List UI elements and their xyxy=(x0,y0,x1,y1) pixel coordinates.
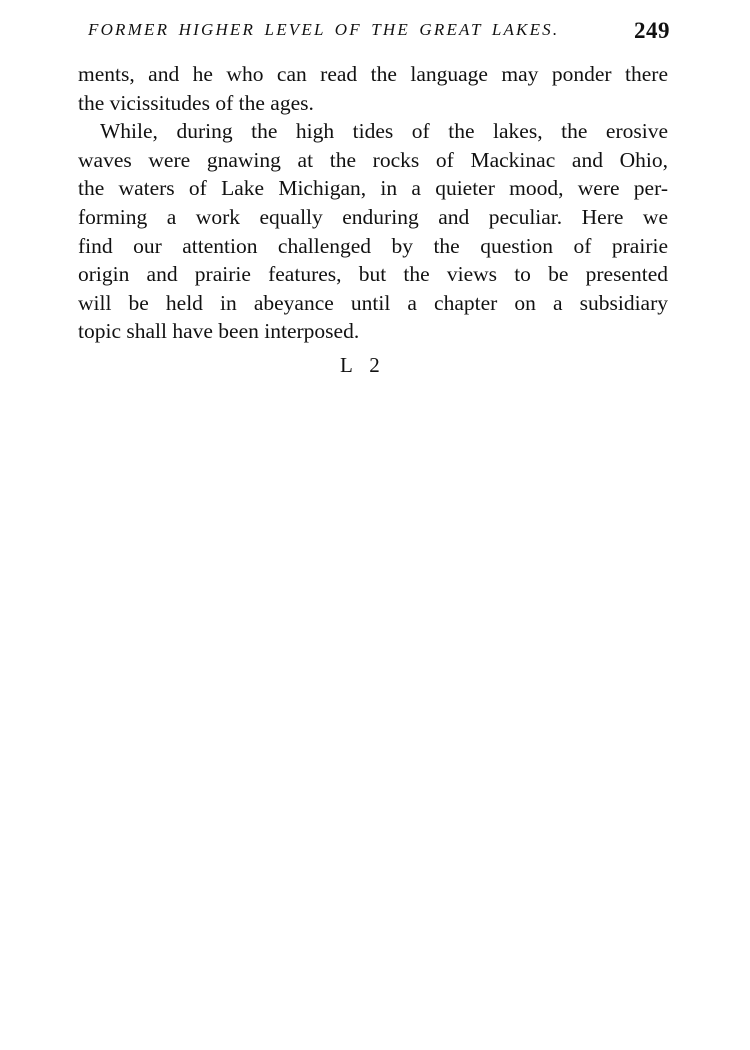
text-line: forming a work equally enduring and peculiar. Here we xyxy=(78,204,668,229)
signature-mark: L 2 xyxy=(340,353,386,377)
text-line: topic shall have been interposed. xyxy=(78,319,360,344)
page-number: 249 xyxy=(634,18,670,43)
text-line: origin and prairie features, but the views to be presented xyxy=(78,262,668,287)
running-header xyxy=(88,18,670,48)
text-line: waves were gnawing at the rocks of Mackinac and Ohio, xyxy=(78,147,668,172)
text-line: will be held in abeyance until a chapter on a subsidiary xyxy=(78,290,668,315)
text-line: the waters of Lake Michigan, in a quieter mood, were per- xyxy=(78,176,668,201)
text-line: find our attention challenged by the question of prairie xyxy=(78,233,668,258)
paragraph-first-line: While, during the high tides of the lakes, the erosive xyxy=(100,119,668,144)
text-line: ments, and he who can read the language may ponder there xyxy=(78,62,668,86)
text-line: the vicissitudes of the ages. xyxy=(78,90,314,115)
running-title: FORMER HIGHER LEVEL OF THE GREAT LAKES. xyxy=(88,20,560,39)
body-text xyxy=(78,60,668,346)
